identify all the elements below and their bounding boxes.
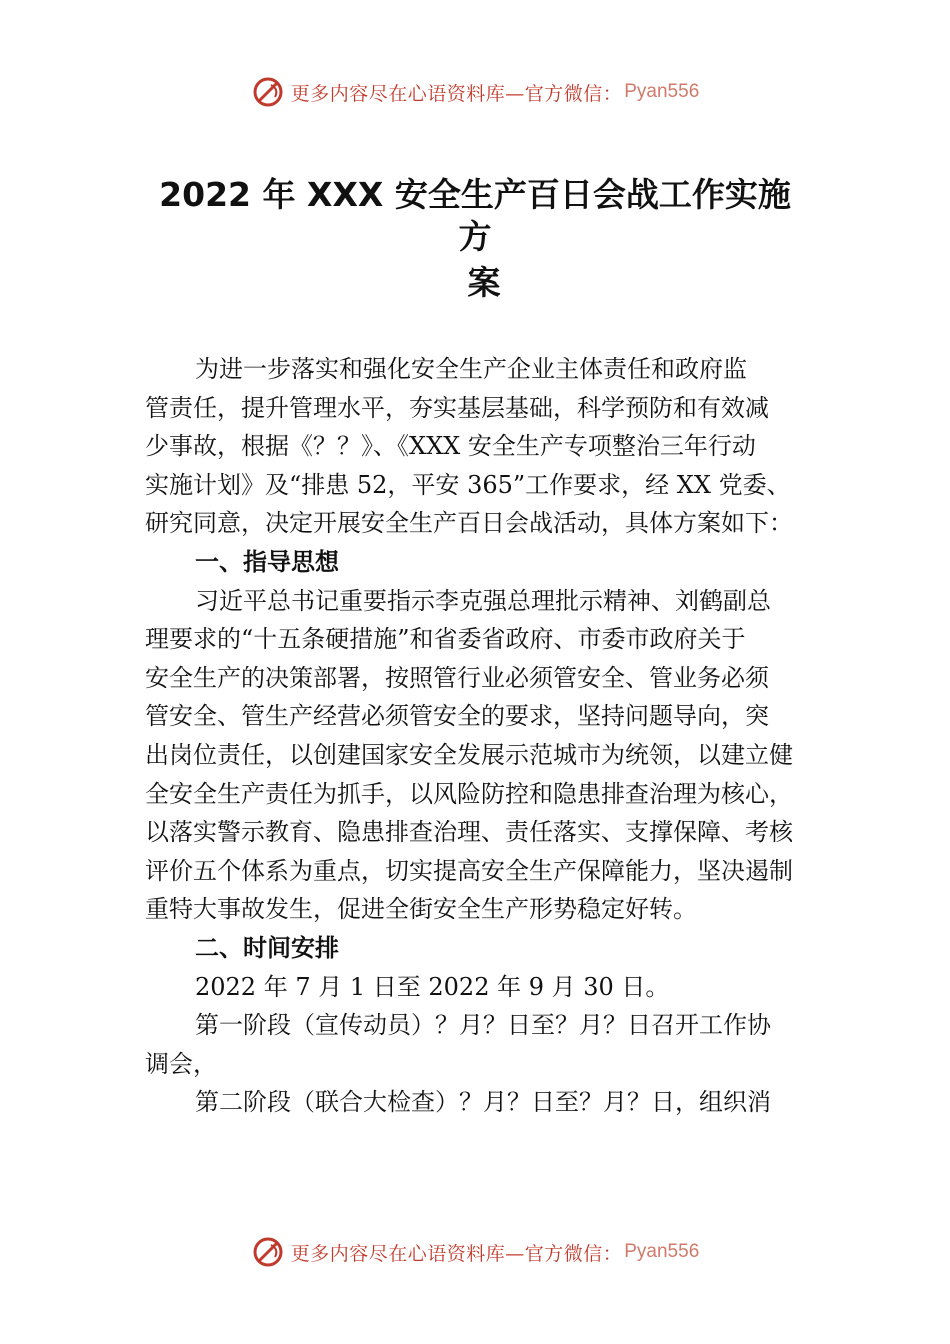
- paragraph-line: 安全生产的决策部署，按照管行业必须管安全、管业务必须: [145, 663, 769, 692]
- header-banner: [0, 72, 950, 112]
- paragraph-line: 重特大事故发生，促进全街安全生产形势稳定好转。: [145, 895, 697, 924]
- paragraph-line: 第二阶段（联合大检查）？月？日至？月？日，组织消: [195, 1088, 771, 1117]
- doc-body: [145, 350, 825, 1122]
- doc-title-line3: 案: [467, 263, 501, 302]
- paragraph-line: 研究同意，决定开展安全生产百日会战活动，具体方案如下：: [145, 509, 793, 538]
- paragraph-line: 理要求的“十五条硬措施”和省委省政府、市委市政府关于: [145, 625, 746, 654]
- logo-icon: [251, 75, 285, 109]
- paragraph-line: 第一阶段（宣传动员）？月？日至？月？日召开工作协: [195, 1011, 771, 1040]
- banner-wechat-id: Pyan556: [624, 1241, 700, 1262]
- paragraph-line: 管安全、管生产经营必须管安全的要求，坚持问题导向，突: [145, 702, 769, 731]
- banner-text: 更多内容尽在心语资料库—官方微信：: [290, 82, 623, 105]
- paragraph-line: 全安全生产责任为抓手，以风险防控和隐患排查治理为核心，: [145, 779, 793, 808]
- paragraph-line: 以落实警示教育、隐患排查治理、责任落实、支撑保障、考核: [145, 818, 793, 847]
- paragraph-line: 少事故，根据《？？》、《XXX 安全生产专项整治三年行动: [145, 432, 756, 461]
- paragraph-line: 出岗位责任，以创建国家安全发展示范城市为统领，以建立健: [145, 740, 793, 769]
- banner-text: 更多内容尽在心语资料库—官方微信：: [290, 1242, 623, 1265]
- doc-title-line2: 方: [458, 217, 492, 256]
- paragraph-line: 管责任，提升管理水平，夯实基层基础，科学预防和有效减: [145, 393, 769, 422]
- banner-wechat-id: Pyan556: [624, 81, 700, 102]
- footer-banner: [0, 1232, 950, 1272]
- paragraph-line: 为进一步落实和强化安全生产企业主体责任和政府监: [195, 355, 747, 383]
- paragraph-line: 习近平总书记重要指示李克强总理批示精神、刘鹤副总: [195, 586, 771, 615]
- section-heading: 一、指导思想: [195, 547, 339, 576]
- logo-icon: [251, 1235, 285, 1269]
- paragraph-line: 实施计划》及“排患 52，平安 365”工作要求，经 XX 党委、: [145, 470, 791, 499]
- paragraph-line: 调会，: [145, 1049, 217, 1078]
- paragraph-line: 评价五个体系为重点，切实提高安全生产保障能力，坚决遏制: [145, 856, 793, 885]
- paragraph-line: 2022 年 7 月 1 日至 2022 年 9 月 30 日。: [195, 972, 670, 1001]
- doc-title-line1: 2022 年 XXX 安全生产百日会战工作实施: [159, 175, 791, 214]
- section-heading: 二、时间安排: [195, 933, 339, 962]
